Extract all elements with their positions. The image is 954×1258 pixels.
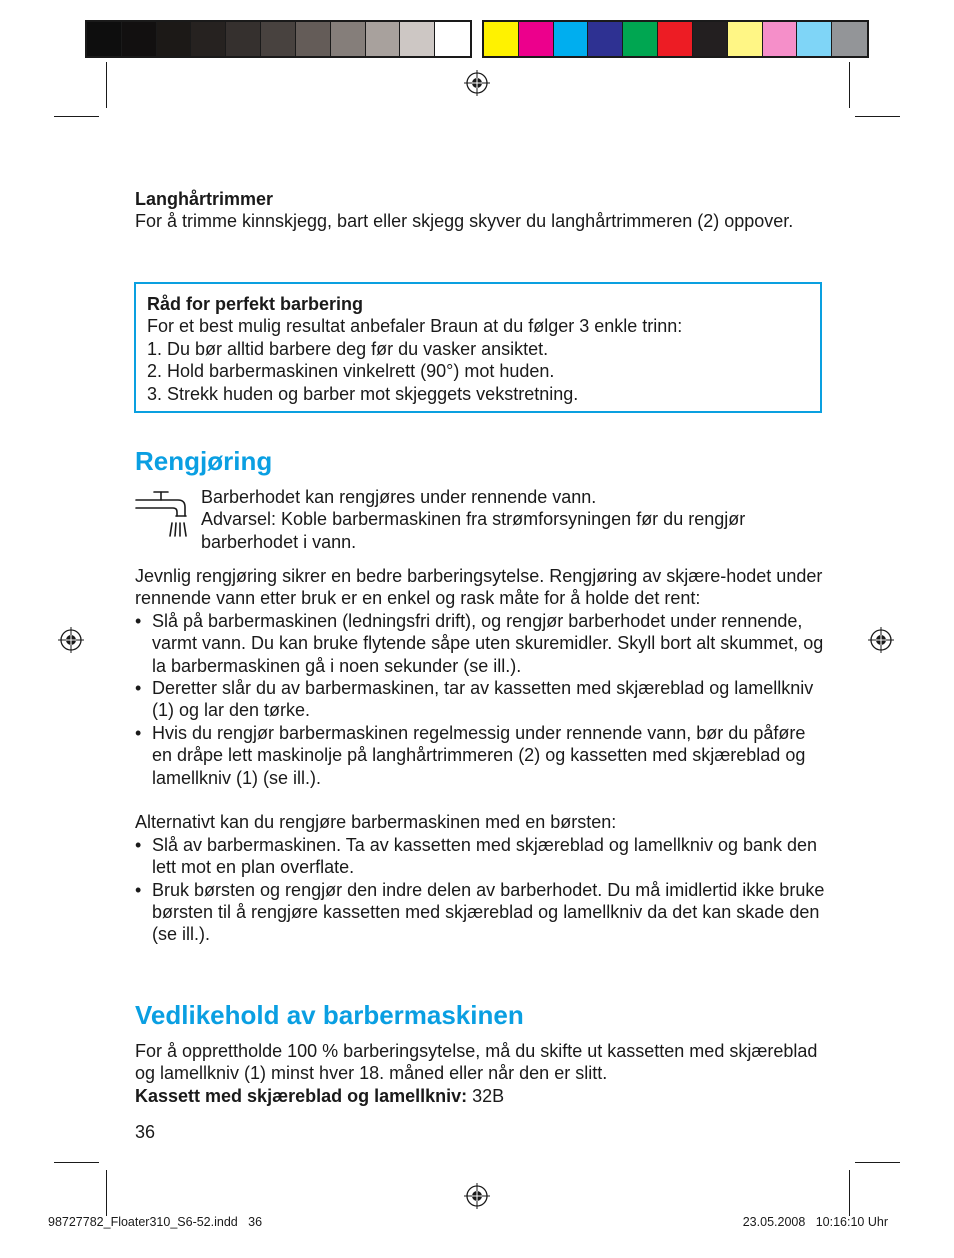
maintenance-text: For å opprettholde 100 % barberingsytelse, må du skifte ut kassetten med skjæreblad og lamellkniv (1) minst hver 18. måned eller når den er slitt. [135,1041,818,1084]
tips-step: 1. Du bør alltid barbere deg før du vasker ansiktet. [147,338,549,359]
crop-mark [855,1162,900,1163]
cleaning-bullet: • Deretter slår du av barbermaskinen, tar av kassetten med skjæreblad og lamellkniv (1) og lar den tørke. [135,677,825,722]
long-hair-trimmer-text: For å trimme kinnskjegg, bart eller skjegg skyver du langhårtrimmeren (2) oppover. [135,211,794,232]
cleaning-heading: Rengjøring [135,446,273,476]
color-swatch [519,22,554,56]
water-tap-icon [134,489,190,541]
cleaning-alt-bullet: • Bruk børsten og rengjør den indre delen av barberhodet. Du må imidlertid ikke bruke børsten til å rengjøre kassetten med skjæreblad og lamellkniv da det kan skade den (se ill.). [135,879,825,946]
color-swatch [191,22,226,56]
tips-step: 2. Hold barbermaskinen vinkelrett (90°) mot huden. [147,361,555,382]
crop-mark [106,1170,107,1216]
color-swatch [157,22,192,56]
long-hair-trimmer-section [135,188,825,233]
color-swatch [331,22,366,56]
cleaning-bullet: • Hvis du rengjør barbermaskinen regelmessig under rennende vann, bør du påføre en dråpe lett maskinolje på langhårtrimmeren (2) og kassetten med skjæreblad og lamellkniv (1) (se ill.). [135,722,825,789]
crop-mark [54,1162,99,1163]
maintenance-part [135,1085,825,1107]
color-swatch [87,22,122,56]
color-swatch [693,22,728,56]
page-number: 36 [135,1122,156,1142]
registration-mark-icon [868,627,894,653]
cleaning-intro: Jevnlig rengjøring sikrer en bedre barberingsytelse. Rengjøring av skjære-hodet under rennende vann etter bruk er en enkel og rask måte for å holde det rent: [135,566,823,609]
cleaning-alt-bullet: • Slå av barbermaskinen. Ta av kassetten med skjæreblad og lamellkniv og bank den lett mot en plan overflate. [135,834,825,879]
crop-mark [849,62,850,108]
color-swatch [226,22,261,56]
cleaning-alt-intro: Alternativt kan du rengjøre barbermaskinen med en børsten: [135,812,617,833]
color-swatch [797,22,832,56]
color-swatch [658,22,693,56]
maintenance-heading: Vedlikehold av barbermaskinen [135,1000,524,1030]
warning-line: Barberhodet kan rengjøres under rennende vann. [201,487,597,507]
crop-mark [54,116,99,117]
color-swatch [832,22,867,56]
maintenance-body [135,1040,825,1107]
grayscale-color-bar [85,20,472,58]
color-swatch [588,22,623,56]
registration-mark-icon [464,70,490,96]
crop-mark [855,116,900,117]
process-color-bar [482,20,869,58]
color-swatch [261,22,296,56]
tips-step: 3. Strekk huden og barber mot skjeggets vekstretning. [147,383,579,404]
tips-title: Råd for perfekt barbering [147,294,364,314]
color-swatch [435,22,470,56]
color-swatch [484,22,519,56]
color-swatch [763,22,798,56]
color-swatch [400,22,435,56]
color-swatch [623,22,658,56]
cleaning-warning [201,486,821,553]
cleaning-bullet: • Slå på barbermaskinen (ledningsfri drift), og rengjør barberhodet under rennende, varmt vann. Du kan bruke flytende såpe uten skuremidler. Skyll bort alt skummet, og la barbermaskinen gå i noen sekunder (se ill.). [135,610,825,677]
shaving-tips-box [134,282,822,413]
long-hair-trimmer-title: Langhårtrimmer [135,189,274,209]
cleaning-body [135,565,825,946]
footer-file-name: 98727782_Floater310_S6-52.indd 36 [48,1215,263,1229]
part-value: 32B [467,1085,505,1106]
color-swatch [122,22,157,56]
color-swatch [554,22,589,56]
color-swatch [366,22,401,56]
part-label: Kassett med skjæreblad og lamellkniv: [135,1085,468,1106]
registration-mark-icon [464,1183,490,1209]
color-swatch [296,22,331,56]
warning-line: Advarsel: Koble barbermaskinen fra strømforsyningen før du rengjør barberhodet i vann. [201,509,746,552]
tips-intro: For et best mulig resultat anbefaler Braun at du følger 3 enkle trinn: [147,316,683,337]
crop-mark [106,62,107,108]
registration-mark-icon [58,627,84,653]
color-swatch [728,22,763,56]
crop-mark [849,1170,850,1216]
footer-timestamp: 23.05.2008 10:16:10 Uhr [742,1215,888,1229]
